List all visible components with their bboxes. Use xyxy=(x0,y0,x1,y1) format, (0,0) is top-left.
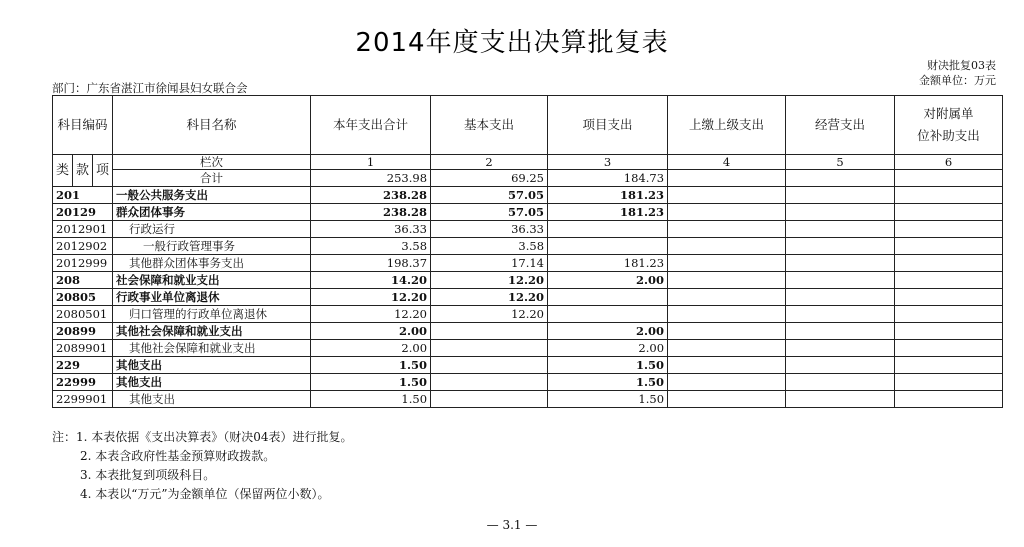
row-project: 181.23 xyxy=(548,187,668,204)
row-name: 其他支出 xyxy=(113,391,311,408)
row-project xyxy=(548,221,668,238)
col-number-6: 6 xyxy=(895,155,1003,170)
header-lanci: 栏次 xyxy=(113,155,311,170)
table-row xyxy=(53,340,1003,357)
table-row xyxy=(53,374,1003,391)
header-subsidy-line2: 位补助支出 xyxy=(917,128,980,143)
row-code: 20129 xyxy=(53,204,113,221)
row-total: 12.20 xyxy=(311,289,431,306)
row-total: 198.37 xyxy=(311,255,431,272)
row-code: 229 xyxy=(53,357,113,374)
table-row xyxy=(53,187,1003,204)
row-code: 2089901 xyxy=(53,340,113,357)
header-project: 项目支出 xyxy=(548,96,668,155)
table-row xyxy=(53,289,1003,306)
row-project: 1.50 xyxy=(548,374,668,391)
row-total: 1.50 xyxy=(311,374,431,391)
note-item: 注：1. 本表依据《支出决算表》（财决04表）进行批复。 xyxy=(52,430,353,444)
table-row xyxy=(53,357,1003,374)
page-number: — 3.1 — xyxy=(486,518,538,532)
col-number-2: 2 xyxy=(431,155,548,170)
row-basic xyxy=(431,391,548,408)
table-row xyxy=(53,391,1003,408)
note-item: 4. 本表以“万元”为金额单位（保留两位小数）。 xyxy=(80,487,330,501)
table-row xyxy=(53,272,1003,289)
notes-section xyxy=(52,428,353,504)
row-name: 其他社会保障和就业支出 xyxy=(113,323,311,340)
row-project: 2.00 xyxy=(548,272,668,289)
header-xiang: 项 xyxy=(93,155,113,187)
row-code: 2299901 xyxy=(53,391,113,408)
row-total: 36.33 xyxy=(311,221,431,238)
row-code: 22999 xyxy=(53,374,113,391)
row-total: 12.20 xyxy=(311,306,431,323)
table-row-total xyxy=(53,170,1003,187)
row-name: 群众团体事务 xyxy=(113,204,311,221)
row-total: 1.50 xyxy=(311,391,431,408)
row-code: 208 xyxy=(53,272,113,289)
row-name: 其他群众团体事务支出 xyxy=(113,255,311,272)
row-project: 2.00 xyxy=(548,323,668,340)
note-item: 3. 本表批复到项级科目。 xyxy=(80,468,216,482)
col-number-1: 1 xyxy=(311,155,431,170)
row-code: 2012902 xyxy=(53,238,113,255)
row-project xyxy=(548,289,668,306)
row-code: 201 xyxy=(53,187,113,204)
row-basic: 3.58 xyxy=(431,238,548,255)
row-total: 1.50 xyxy=(311,357,431,374)
unit-label: 金额单位：万元 xyxy=(919,74,996,87)
row-name: 行政事业单位离退休 xyxy=(113,289,311,306)
header-subsidy-line1: 对附属单 xyxy=(923,106,974,121)
row-total: 238.28 xyxy=(311,187,431,204)
header-subject-code: 科目编码 xyxy=(53,96,113,155)
header-total: 本年支出合计 xyxy=(311,96,431,155)
row-total: 238.28 xyxy=(311,204,431,221)
header-lei: 类 xyxy=(53,155,73,187)
row-project: 1.50 xyxy=(548,357,668,374)
table-row xyxy=(53,255,1003,272)
header-business: 经营支出 xyxy=(786,96,895,155)
header-kuan: 款 xyxy=(73,155,93,187)
row-basic xyxy=(431,340,548,357)
header-row xyxy=(53,96,1003,155)
row-basic xyxy=(431,323,548,340)
row-total: 14.20 xyxy=(311,272,431,289)
row-name: 其他支出 xyxy=(113,374,311,391)
row-basic: 12.20 xyxy=(431,272,548,289)
row-name: 合计 xyxy=(113,170,311,187)
header-right xyxy=(919,58,996,88)
header-basic: 基本支出 xyxy=(431,96,548,155)
col-number-4: 4 xyxy=(668,155,786,170)
row-basic: 69.25 xyxy=(431,170,548,187)
column-number-row xyxy=(53,155,1003,170)
row-basic: 12.20 xyxy=(431,306,548,323)
row-name: 行政运行 xyxy=(113,221,311,238)
row-project: 184.73 xyxy=(548,170,668,187)
row-code: 20899 xyxy=(53,323,113,340)
department-label: 部门：广东省湛江市徐闻县妇女联合会 xyxy=(52,81,248,95)
header-upper: 上缴上级支出 xyxy=(668,96,786,155)
row-name: 其他支出 xyxy=(113,357,311,374)
row-total: 2.00 xyxy=(311,340,431,357)
row-code: 2012999 xyxy=(53,255,113,272)
row-total: 253.98 xyxy=(311,170,431,187)
row-name: 归口管理的行政单位离退休 xyxy=(113,306,311,323)
row-basic: 57.05 xyxy=(431,187,548,204)
header-subsidy xyxy=(895,96,1003,155)
table-row xyxy=(53,306,1003,323)
row-total: 3.58 xyxy=(311,238,431,255)
table-code: 财决批复03表 xyxy=(927,59,996,72)
expenditure-table xyxy=(52,95,1003,408)
table-row xyxy=(53,323,1003,340)
header-subject-name: 科目名称 xyxy=(113,96,311,155)
row-basic: 12.20 xyxy=(431,289,548,306)
table-row xyxy=(53,204,1003,221)
row-project: 1.50 xyxy=(548,391,668,408)
note-item: 2. 本表含政府性基金预算财政拨款。 xyxy=(80,449,276,463)
table-row xyxy=(53,221,1003,238)
row-total: 2.00 xyxy=(311,323,431,340)
row-project: 2.00 xyxy=(548,340,668,357)
row-code: 2012901 xyxy=(53,221,113,238)
row-basic: 17.14 xyxy=(431,255,548,272)
col-number-3: 3 xyxy=(548,155,668,170)
row-code: 2080501 xyxy=(53,306,113,323)
table-row xyxy=(53,238,1003,255)
row-project: 181.23 xyxy=(548,255,668,272)
row-project xyxy=(548,306,668,323)
row-name: 一般公共服务支出 xyxy=(113,187,311,204)
row-project: 181.23 xyxy=(548,204,668,221)
row-name: 其他社会保障和就业支出 xyxy=(113,340,311,357)
row-code: 20805 xyxy=(53,289,113,306)
row-basic: 36.33 xyxy=(431,221,548,238)
row-name: 一般行政管理事务 xyxy=(113,238,311,255)
page-title: 2014年度支出决算批复表 xyxy=(355,28,669,58)
row-basic xyxy=(431,357,548,374)
row-project xyxy=(548,238,668,255)
row-basic xyxy=(431,374,548,391)
row-name: 社会保障和就业支出 xyxy=(113,272,311,289)
col-number-5: 5 xyxy=(786,155,895,170)
row-basic: 57.05 xyxy=(431,204,548,221)
